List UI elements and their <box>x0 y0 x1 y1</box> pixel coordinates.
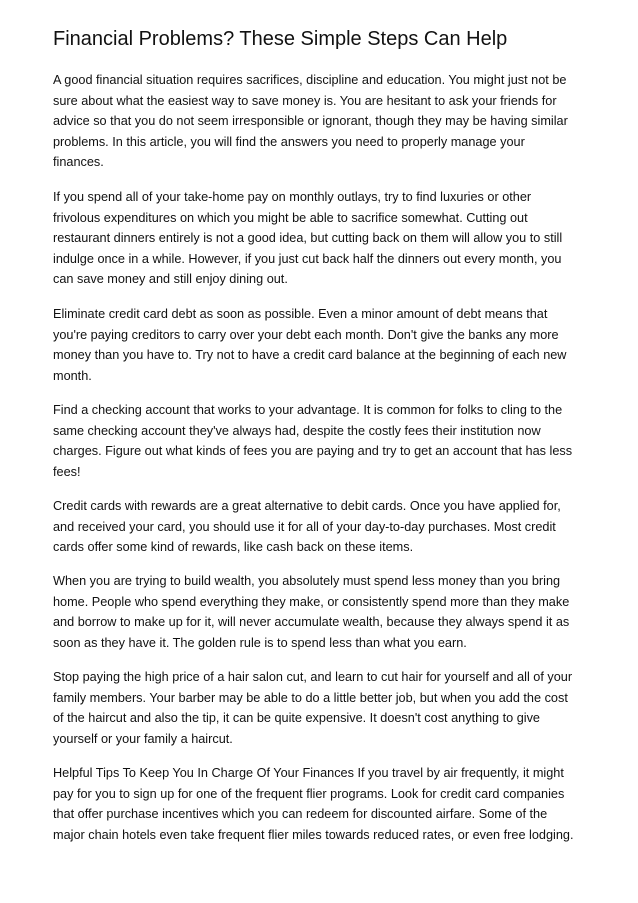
paragraph-rewards-cards <box>53 496 593 558</box>
text-line: Credit cards with rewards are a great alternative to debit cards. Once you have applied for, <box>53 499 561 513</box>
text-line: finances. <box>53 155 104 169</box>
text-line: frivolous expenditures on which you might be able to sacrifice somewhat. Cutting out <box>53 210 528 225</box>
text-line: home. People who spend everything they make, or consistently spend more than they make <box>53 594 570 609</box>
document-title: Financial Problems? These Simple Steps Can Help <box>53 28 508 50</box>
text-line: that offer purchase incentives which you can redeem for discounted airfare. Some of the <box>53 807 548 821</box>
text-line: yourself or your family a haircut. <box>53 731 233 746</box>
text-line: charges. Figure out what kinds of fees you are paying and try to get an account that has less <box>53 444 573 458</box>
text-line: major chain hotels even take frequent flier miles towards reduced rates, or even free lodging. <box>53 827 574 842</box>
text-line: same checking account they've always had, despite the costly fees their institution now <box>53 423 541 438</box>
text-line: indulge once in a while. However, if you just cut back half the dinners out every month, you <box>53 251 562 266</box>
text-line: can save money and still enjoy dining out. <box>53 272 288 286</box>
text-line: Find a checking account that works to your advantage. It is common for folks to cling to the <box>53 403 563 417</box>
paragraph-credit-debt <box>53 304 593 386</box>
paragraph-spending <box>53 187 593 290</box>
paragraph-frequent-flier <box>53 763 593 845</box>
paragraph-checking-account <box>53 400 593 482</box>
text-line: cards offer some kind of rewards, like cash back on these items. <box>53 540 414 554</box>
text-line: problems. In this article, you will find the answers you need to properly manage your <box>53 134 525 149</box>
text-line: A good financial situation requires sacrifices, discipline and education. You might just not be <box>53 73 567 87</box>
text-line: When you are trying to build wealth, you absolutely must spend less money than you bring <box>53 574 561 588</box>
text-line: month. <box>53 368 92 383</box>
text-line: money than you have to. Try not to have a credit card balance at the beginning of each new <box>53 348 567 362</box>
paragraph-haircut <box>53 667 593 749</box>
paragraph-intro <box>53 70 593 173</box>
text-line: Stop paying the high price of a hair salon cut, and learn to cut hair for yourself and all of your <box>53 670 573 684</box>
text-line: family members. Your barber may be able to do a little better job, but when you add the cost <box>53 690 568 705</box>
text-line: pay for you to sign up for one of the frequent flier programs. Look for credit card companies <box>53 786 565 801</box>
text-line: fees! <box>53 464 81 479</box>
text-line: you're paying creditors to carry over your debt each month. Don't give the banks any more <box>53 327 559 342</box>
paragraph-build-wealth <box>53 571 593 653</box>
text-line: restaurant dinners entirely is not a good idea, but cutting back on them will allow you to still <box>53 231 563 245</box>
text-line: and borrow to make up for it, will never accumulate wealth, because they always spend it as <box>53 615 570 629</box>
text-line: Eliminate credit card debt as soon as possible. Even a minor amount of debt means that <box>53 307 548 321</box>
text-line: of the haircut and also the tip, it can be quite expensive. It doesn't cost anything to give <box>53 711 540 725</box>
text-line: advice so that you do not seem irresponsible or ignorant, though they may be having similar <box>53 114 568 128</box>
text-line: Helpful Tips To Keep You In Charge Of Your Finances If you travel by air frequently, it might <box>53 766 564 780</box>
text-line: soon as they have it. The golden rule is to spend less than what you earn. <box>53 635 467 650</box>
text-line: and received your card, you should use it for all of your day-to-day purchases. Most credit <box>53 519 556 534</box>
text-line: sure about what the easiest way to save money is. You are hesitant to ask your friends for <box>53 93 557 108</box>
text-line: If you spend all of your take-home pay on monthly outlays, try to find luxuries or other <box>53 190 532 204</box>
